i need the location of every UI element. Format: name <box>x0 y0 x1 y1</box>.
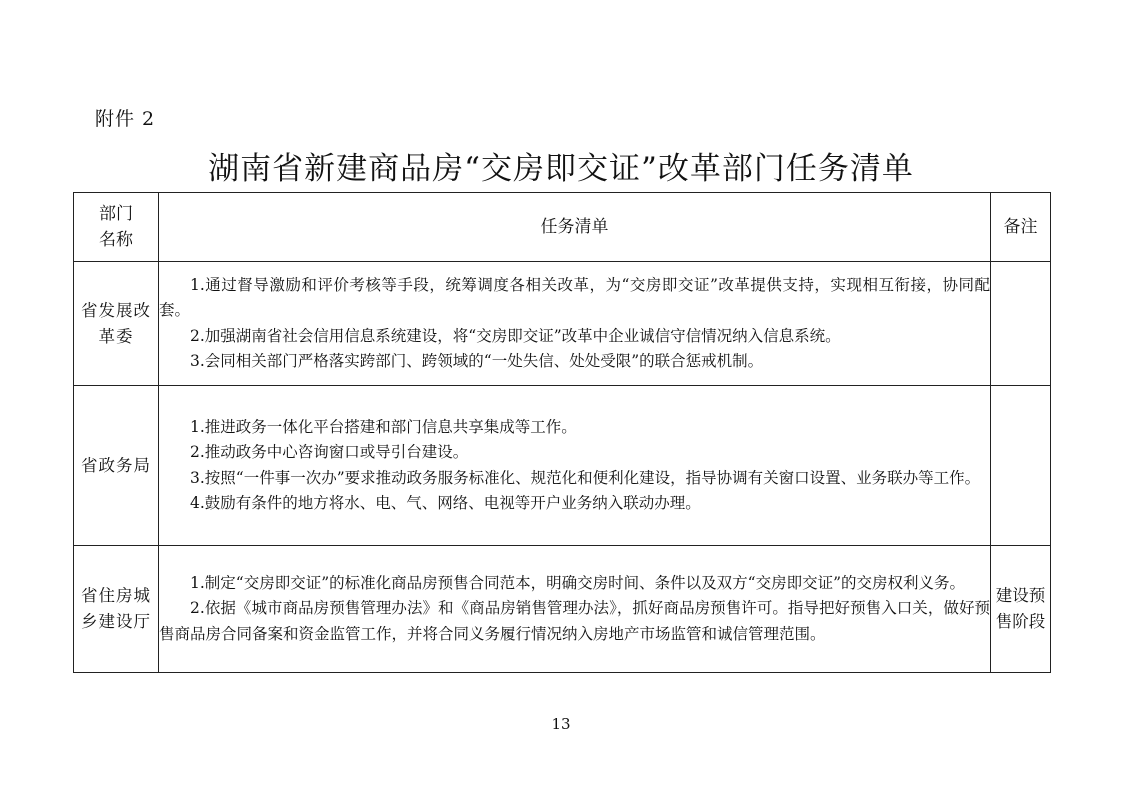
attachment-label: 附件 2 <box>95 108 156 130</box>
header-tasks: 任务清单 <box>159 193 991 262</box>
department-cell: 省政务局 <box>74 386 159 546</box>
task-item: 2.加强湖南省社会信用信息系统建设，将“交房即交证”改革中企业诚信守信情况纳入信息系统。 <box>190 326 841 345</box>
task-item: 4.鼓励有条件的地方将水、电、气、网络、电视等开户业务纳入联动办理。 <box>190 493 701 512</box>
page-number: 13 <box>551 715 571 733</box>
remarks-cell <box>991 262 1051 386</box>
table-row <box>74 546 1051 673</box>
header-department-line2: 名称 <box>99 230 133 250</box>
task-item: 2.依据《城市商品房预售管理办法》和《商品房销售管理办法》，抓好商品房预售许可。指导把好预售入口关，做好预售商品房合同备案和资金监管工作，并将合同义务履行情况纳入房地产市场监管和诚信管理范围。 <box>159 599 990 643</box>
table-row <box>74 386 1051 546</box>
task-table <box>73 192 1051 673</box>
task-list-cell <box>159 262 991 386</box>
department-cell: 省住房城乡建设厅 <box>74 546 159 673</box>
table-row <box>74 262 1051 386</box>
header-department-line1: 部门 <box>99 204 133 224</box>
remarks-cell <box>991 386 1051 546</box>
table-header-row <box>74 193 1051 262</box>
task-item: 1.制定“交房即交证”的标准化商品房预售合同范本，明确交房时间、条件以及双方“交房即交证”的交房权利义务。 <box>190 574 965 593</box>
task-list-cell <box>159 546 991 673</box>
task-list-cell <box>159 386 991 546</box>
header-department <box>74 193 159 262</box>
department-cell: 省发展改革委 <box>74 262 159 386</box>
task-item: 1.推进政务一体化平台搭建和部门信息共享集成等工作。 <box>190 418 577 437</box>
task-item: 3.按照“一件事一次办”要求推动政务服务标准化、规范化和便利化建设，指导协调有关窗口设置、业务联办等工作。 <box>190 468 981 487</box>
header-remarks: 备注 <box>991 193 1051 262</box>
document-title: 湖南省新建商品房“交房即交证”改革部门任务清单 <box>208 151 914 187</box>
task-item: 1.通过督导激励和评价考核等手段，统筹调度各相关改革，为“交房即交证”改革提供支持，实现相互衔接，协同配套。 <box>159 276 990 320</box>
task-item: 2.推动政务中心咨询窗口或导引台建设。 <box>190 443 469 462</box>
remarks-cell: 建设预售阶段 <box>991 546 1051 673</box>
task-item: 3.会同相关部门严格落实跨部门、跨领域的“一处失信、处处受限”的联合惩戒机制。 <box>190 351 764 370</box>
